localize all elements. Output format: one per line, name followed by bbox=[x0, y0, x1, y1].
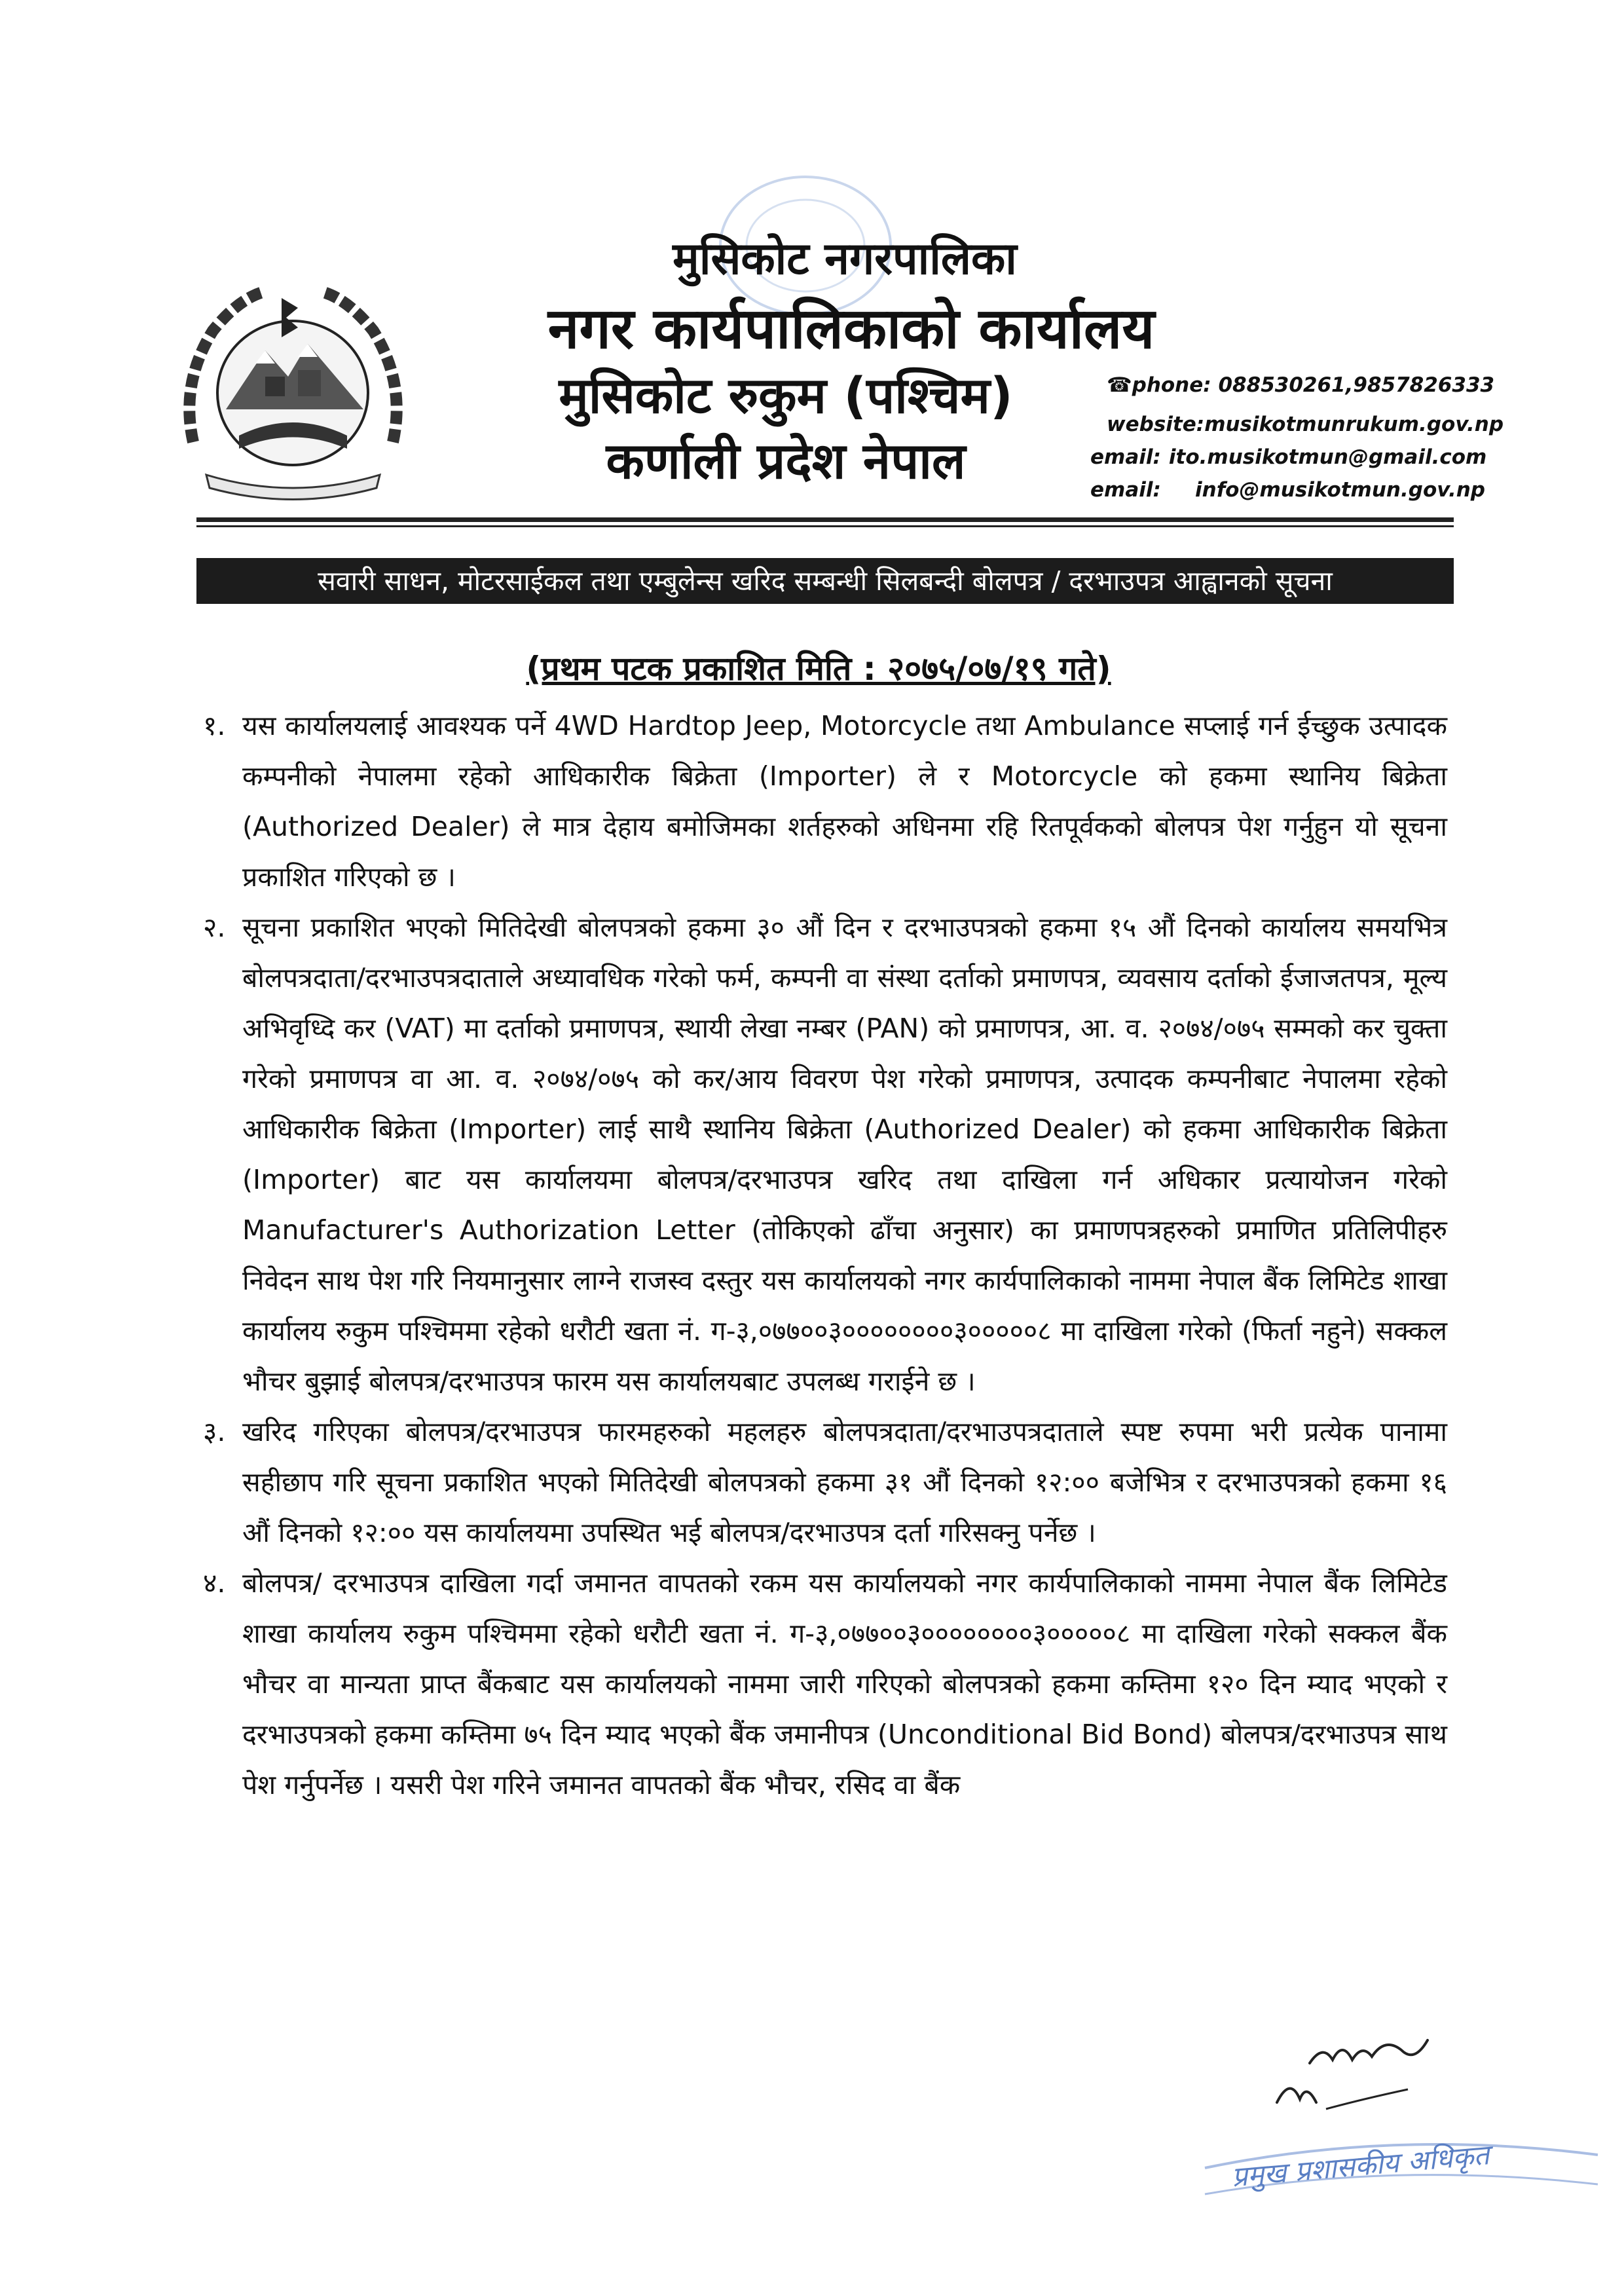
published-date: (प्रथम पटक प्रकाशित मिति : २०७५/०७/१९ गते) bbox=[526, 650, 1111, 688]
phone-label: phone: bbox=[1132, 373, 1211, 397]
clause-number: ४. bbox=[203, 1567, 226, 1599]
clause-2 bbox=[203, 903, 1447, 1407]
clause-text: यस कार्यालयलाई आवश्यक पर्ने 4WD Hardtop Jeep, Motorcycle तथा Ambulance सप्लाई गर्न ईच्छुक उत्पादक कम्पनीको नेपालमा रहेको आधिकारीक बिक्रेता (Importer) ले र Motorcycle को हकमा स्थानिय बिक्रेता (Authorized Dealer) ले मात्र देहाय बमोजिमका शर्तहरुको अधिनमा रहि रितपूर्वकको बोलपत्र पेश गर्नुहुन यो सूचना प्रकाशित गरिएको छ । bbox=[242, 710, 1447, 893]
email-label: email: bbox=[1090, 478, 1161, 502]
location-line: मुसिकोट रुकुम (पश्चिम) bbox=[559, 366, 1013, 424]
email-line-2 bbox=[1090, 478, 1485, 502]
notice-body bbox=[203, 701, 1447, 1810]
clause-4 bbox=[203, 1558, 1447, 1810]
email-value-2[interactable]: info@musikotmun.gov.np bbox=[1195, 478, 1485, 502]
phone-icon: ☎ bbox=[1107, 373, 1132, 397]
header-divider-thick bbox=[196, 517, 1454, 522]
phone-line bbox=[1107, 373, 1494, 397]
header-divider-thin bbox=[196, 525, 1454, 527]
nepal-emblem-icon bbox=[167, 278, 419, 504]
clause-text: सूचना प्रकाशित भएको मितिदेखी बोलपत्रको हकमा ३० औं दिन र दरभाउपत्रको हकमा १५ औं दिनको कार्यालय समयभित्र बोलपत्रदाता/दरभाउपत्रदाताले अध्यावधिक गरेको फर्म, कम्पनी वा संस्था दर्ताको प्रमाणपत्र, व्यवसाय दर्ताको ईजाजतपत्र, मूल्य अभिवृध्दि कर (VAT) मा दर्ताको प्रमाणपत्र, स्थायी लेखा नम्बर (PAN) को प्रमाणपत्र, आ. व. २०७४/०७५ सम्मको कर चुक्ता गरेको प्रमाणपत्र वा आ. व. २०७४/०७५ को कर/आय विवरण पेश गरेको प्रमाणपत्र, उत्पादक कम्पनीबाट नेपालमा रहेको आधिकारीक बिक्रेता (Importer) लाई साथै स्थानिय बिक्रेता (Authorized Dealer) को हकमा आधिकारीक बिक्रेता (Importer) बाट यस कार्यालयमा बोलपत्र/दरभाउपत्र खरिद तथा दाखिला गर्न अधिकार प्रत्यायोजन गरेको Manufacturer's Authorization Letter (तोकिएको ढाँचा अनुसार) का प्रमाणपत्रहरुको प्रमाणित प्रतिलिपीहरु निवेदन साथ पेश गरि नियमानुसार लाग्ने राजस्व दस्तुर यस कार्यालयको नगर कार्यपालिकाको नाममा नेपाल बैंक लिमिटेड शाखा कार्यालय रुकुम पश्चिममा रहेको धरौटी खता नं. ग-३,०७७००३००००००००३०००००८ मा दाखिला गरेको (फिर्ता नहुने) सक्कल भौचर बुझाई बोलपत्र/दरभाउपत्र फारम यस कार्यालयबाट उपलब्ध गराईने छ । bbox=[242, 912, 1447, 1397]
clause-number: १. bbox=[203, 710, 226, 741]
clause-1 bbox=[203, 701, 1447, 903]
email-line-1 bbox=[1090, 445, 1486, 469]
clause-3 bbox=[203, 1407, 1447, 1558]
phone-value: 088530261,9857826333 bbox=[1218, 373, 1495, 397]
handwritten-signature bbox=[1264, 2037, 1434, 2122]
clause-text: बोलपत्र/ दरभाउपत्र दाखिला गर्दा जमानत वापतको रकम यस कार्यालयको नगर कार्यपालिकाको नाममा नेपाल बैंक लिमिटेड शाखा कार्यालय रुकुम पश्चिममा रहेको धरौटी खता नं. ग-३,०७७००३००००००००३०००००८ मा दाखिला गरेको सक्कल बैंक भौचर वा मान्यता प्राप्त बैंकबाट यस कार्यालयको नाममा जारी गरिएको बोलपत्रको हकमा कम्तिमा १२० दिन म्याद भएको र दरभाउपत्रको हकमा कम्तिमा ७५ दिन म्याद भएको बैंक जमानीपत्र (Unconditional Bid Bond) बोलपत्र/दरभाउपत्र साथ पेश गर्नुपर्नेछ । यसरी पेश गरिने जमानत वापतको बैंक भौचर, रसिद वा बैंक bbox=[242, 1567, 1447, 1801]
website-value[interactable]: musikotmunrukum.gov.np bbox=[1204, 413, 1504, 436]
clause-text: खरिद गरिएका बोलपत्र/दरभाउपत्र फारमहरुको महलहरु बोलपत्रदाता/दरभाउपत्रदाताले स्पष्ट रुपमा भरी प्रत्येक पानामा सहीछाप गरि सूचना प्रकाशित भएको मितिदेखी बोलपत्रको हकमा ३१ औं दिनको १२:०० बजेभित्र र दरभाउपत्रको हकमा १६ औं दिनको १२:०० यस कार्यालयमा उपस्थित भई बोलपत्र/दरभाउपत्र दर्ता गरिसक्नु पर्नेछ । bbox=[242, 1416, 1447, 1548]
website-line bbox=[1107, 413, 1504, 436]
clause-number: ३. bbox=[203, 1416, 226, 1447]
email-value-1[interactable]: ito.musikotmun@gmail.com bbox=[1168, 445, 1487, 469]
website-label: website: bbox=[1107, 413, 1205, 436]
stamp-text: प्रमुख प्रशासकीय अधिकृत bbox=[1230, 2138, 1491, 2193]
province-line: कर्णाली प्रदेश नेपाल bbox=[606, 432, 966, 490]
notice-title: सवारी साधन, मोटरसाईकल तथा एम्बुलेन्स खरिद सम्बन्धी सिलबन्दी बोलपत्र / दरभाउपत्र आह्वानको सूचना bbox=[318, 565, 1333, 597]
office-name: नगर कार्यपालिकाको कार्यालय bbox=[547, 296, 1155, 362]
clause-number: २. bbox=[203, 912, 226, 943]
municipality-name: मुसिकोट नगरपालिका bbox=[673, 233, 1017, 285]
email-label: email: bbox=[1090, 445, 1161, 469]
